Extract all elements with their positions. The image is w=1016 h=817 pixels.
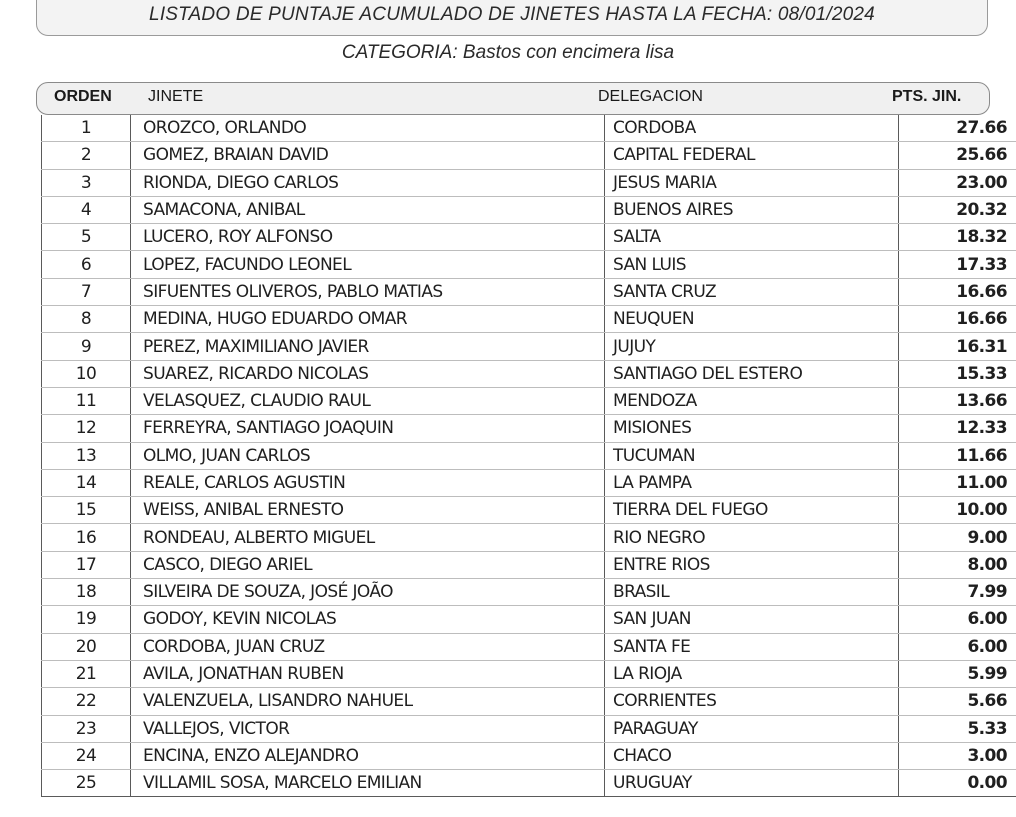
table-row	[42, 251, 1016, 278]
cell-delegacion: JESUS MARIA	[605, 169, 899, 196]
cell-orden: 23	[42, 715, 131, 742]
cell-pts: 6.00	[899, 606, 1016, 633]
scores-table	[41, 115, 1016, 797]
cell-jinete: VALLEJOS, VICTOR	[131, 715, 605, 742]
table-row	[42, 142, 1016, 169]
cell-orden: 17	[42, 551, 131, 578]
cell-delegacion: BRASIL	[605, 579, 899, 606]
cell-jinete: GOMEZ, BRAIAN DAVID	[131, 142, 605, 169]
cell-pts: 6.00	[899, 633, 1016, 660]
cell-orden: 2	[42, 142, 131, 169]
cell-pts: 8.00	[899, 551, 1016, 578]
table-row	[42, 633, 1016, 660]
cell-jinete: OLMO, JUAN CARLOS	[131, 442, 605, 469]
cell-delegacion: JUJUY	[605, 333, 899, 360]
table-row	[42, 606, 1016, 633]
cell-pts: 3.00	[899, 742, 1016, 769]
cell-pts: 12.33	[899, 415, 1016, 442]
table-row	[42, 688, 1016, 715]
cell-orden: 7	[42, 278, 131, 305]
cell-pts: 13.66	[899, 387, 1016, 414]
scores-table-body	[42, 115, 1016, 797]
cell-pts: 11.00	[899, 469, 1016, 496]
cell-orden: 14	[42, 469, 131, 496]
table-row	[42, 442, 1016, 469]
cell-jinete: REALE, CARLOS AGUSTIN	[131, 469, 605, 496]
cell-jinete: VELASQUEZ, CLAUDIO RAUL	[131, 387, 605, 414]
cell-jinete: LOPEZ, FACUNDO LEONEL	[131, 251, 605, 278]
header-delegacion: DELEGACION	[598, 88, 703, 105]
cell-pts: 20.32	[899, 196, 1016, 223]
table-row	[42, 497, 1016, 524]
category-subtitle: CATEGORIA: Bastos con encimera lisa	[341, 42, 675, 63]
cell-delegacion: TUCUMAN	[605, 442, 899, 469]
cell-pts: 25.66	[899, 142, 1016, 169]
cell-orden: 16	[42, 524, 131, 551]
cell-delegacion: CORRIENTES	[605, 688, 899, 715]
header-orden: ORDEN	[54, 88, 112, 105]
table-row	[42, 415, 1016, 442]
cell-delegacion: CAPITAL FEDERAL	[605, 142, 899, 169]
cell-jinete: AVILA, JONATHAN RUBEN	[131, 660, 605, 687]
cell-delegacion: TIERRA DEL FUEGO	[605, 497, 899, 524]
table-row	[42, 115, 1016, 142]
cell-pts: 5.66	[899, 688, 1016, 715]
table-row	[42, 278, 1016, 305]
cell-delegacion: CORDOBA	[605, 115, 899, 142]
cell-pts: 27.66	[899, 115, 1016, 142]
table-row	[42, 579, 1016, 606]
cell-jinete: LUCERO, ROY ALFONSO	[131, 224, 605, 251]
cell-delegacion: CHACO	[605, 742, 899, 769]
cell-jinete: SUAREZ, RICARDO NICOLAS	[131, 360, 605, 387]
cell-jinete: SILVEIRA DE SOUZA, JOSÉ JOÃO	[131, 579, 605, 606]
cell-jinete: GODOY, KEVIN NICOLAS	[131, 606, 605, 633]
table-row	[42, 360, 1016, 387]
cell-jinete: RONDEAU, ALBERTO MIGUEL	[131, 524, 605, 551]
cell-delegacion: BUENOS AIRES	[605, 196, 899, 223]
cell-pts: 7.99	[899, 579, 1016, 606]
cell-jinete: SAMACONA, ANIBAL	[131, 196, 605, 223]
cell-pts: 16.31	[899, 333, 1016, 360]
cell-jinete: CASCO, DIEGO ARIEL	[131, 551, 605, 578]
cell-orden: 6	[42, 251, 131, 278]
cell-pts: 9.00	[899, 524, 1016, 551]
cell-orden: 25	[42, 770, 131, 797]
cell-delegacion: SAN LUIS	[605, 251, 899, 278]
cell-delegacion: SANTA FE	[605, 633, 899, 660]
cell-orden: 9	[42, 333, 131, 360]
cell-pts: 10.00	[899, 497, 1016, 524]
table-row	[42, 387, 1016, 414]
cell-pts: 15.33	[899, 360, 1016, 387]
cell-pts: 23.00	[899, 169, 1016, 196]
cell-delegacion: SANTA CRUZ	[605, 278, 899, 305]
cell-orden: 12	[42, 415, 131, 442]
cell-delegacion: MENDOZA	[605, 387, 899, 414]
cell-orden: 21	[42, 660, 131, 687]
table-row	[42, 551, 1016, 578]
cell-delegacion: NEUQUEN	[605, 306, 899, 333]
cell-pts: 11.66	[899, 442, 1016, 469]
cell-delegacion: MISIONES	[605, 415, 899, 442]
cell-jinete: WEISS, ANIBAL ERNESTO	[131, 497, 605, 524]
cell-jinete: RIONDA, DIEGO CARLOS	[131, 169, 605, 196]
cell-jinete: OROZCO, ORLANDO	[131, 115, 605, 142]
cell-orden: 11	[42, 387, 131, 414]
cell-delegacion: URUGUAY	[605, 770, 899, 797]
cell-delegacion: LA PAMPA	[605, 469, 899, 496]
cell-pts: 5.33	[899, 715, 1016, 742]
cell-orden: 22	[42, 688, 131, 715]
cell-delegacion: ENTRE RIOS	[605, 551, 899, 578]
cell-orden: 13	[42, 442, 131, 469]
cell-pts: 0.00	[899, 770, 1016, 797]
cell-pts: 16.66	[899, 278, 1016, 305]
table-row	[42, 715, 1016, 742]
table-row	[42, 524, 1016, 551]
cell-orden: 18	[42, 579, 131, 606]
cell-delegacion: SAN JUAN	[605, 606, 899, 633]
cell-pts: 5.99	[899, 660, 1016, 687]
table-row	[42, 169, 1016, 196]
cell-orden: 19	[42, 606, 131, 633]
table-row	[42, 469, 1016, 496]
cell-pts: 17.33	[899, 251, 1016, 278]
table-row	[42, 196, 1016, 223]
cell-delegacion: RIO NEGRO	[605, 524, 899, 551]
cell-jinete: SIFUENTES OLIVEROS, PABLO MATIAS	[131, 278, 605, 305]
cell-delegacion: SALTA	[605, 224, 899, 251]
table-row	[42, 224, 1016, 251]
cell-pts: 16.66	[899, 306, 1016, 333]
table-row	[42, 770, 1016, 797]
table-row	[42, 742, 1016, 769]
cell-orden: 5	[42, 224, 131, 251]
cell-jinete: CORDOBA, JUAN CRUZ	[131, 633, 605, 660]
table-row	[42, 333, 1016, 360]
header-jinete: JINETE	[148, 88, 204, 105]
cell-jinete: VALENZUELA, LISANDRO NAHUEL	[131, 688, 605, 715]
cell-orden: 15	[42, 497, 131, 524]
cell-pts: 18.32	[899, 224, 1016, 251]
cell-orden: 24	[42, 742, 131, 769]
cell-orden: 10	[42, 360, 131, 387]
cell-orden: 1	[42, 115, 131, 142]
cell-orden: 4	[42, 196, 131, 223]
cell-jinete: VILLAMIL SOSA, MARCELO EMILIAN	[131, 770, 605, 797]
cell-orden: 8	[42, 306, 131, 333]
cell-orden: 20	[42, 633, 131, 660]
page-title: LISTADO DE PUNTAJE ACUMULADO DE JINETES HASTA LA FECHA: 08/01/2024	[149, 4, 875, 25]
header-pts-jin: PTS. JIN.	[892, 88, 962, 105]
cell-jinete: ENCINA, ENZO ALEJANDRO	[131, 742, 605, 769]
cell-delegacion: PARAGUAY	[605, 715, 899, 742]
cell-delegacion: SANTIAGO DEL ESTERO	[605, 360, 899, 387]
table-row	[42, 660, 1016, 687]
table-row	[42, 306, 1016, 333]
cell-jinete: FERREYRA, SANTIAGO JOAQUIN	[131, 415, 605, 442]
cell-jinete: PEREZ, MAXIMILIANO JAVIER	[131, 333, 605, 360]
cell-delegacion: LA RIOJA	[605, 660, 899, 687]
cell-orden: 3	[42, 169, 131, 196]
cell-jinete: MEDINA, HUGO EDUARDO OMAR	[131, 306, 605, 333]
